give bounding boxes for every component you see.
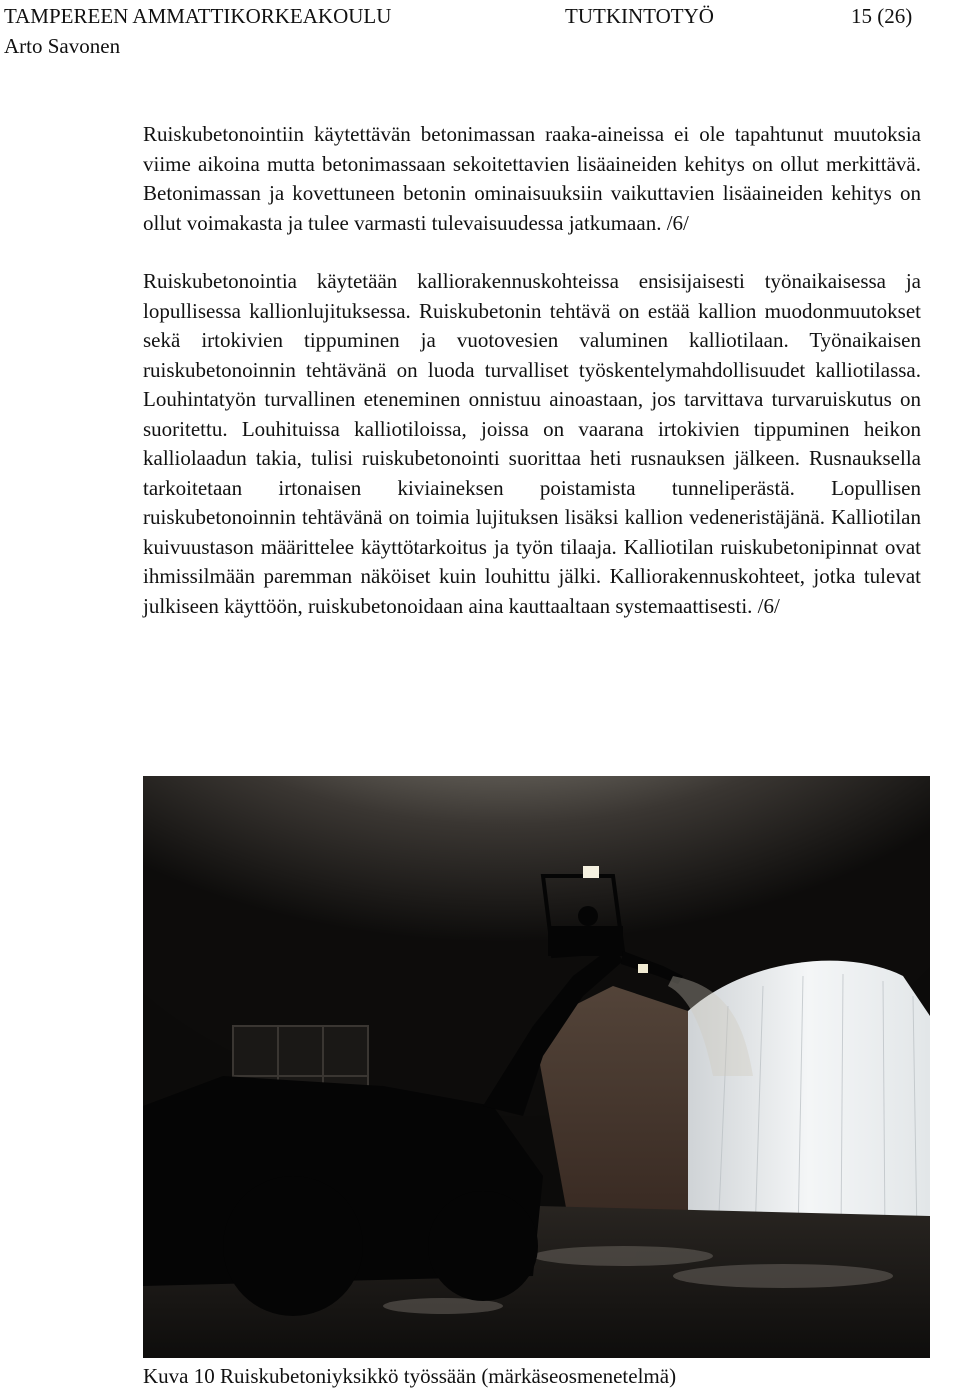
page-number: 15 (26) bbox=[851, 4, 913, 28]
tunnel-photo bbox=[143, 776, 930, 1358]
document-type: TUTKINTOTYÖ bbox=[565, 4, 714, 28]
paragraph-1: Ruiskubetonointiin käytettävän betonimassan raaka-aineissa ei ole tapahtunut muutoksia viime aikoina mutta betonimassaan sekoitettavien lisäaineiden kehitys on ollut merkittävä. Betonimassan ja kovettuneen betonin ominaisuuksiin vaikuttavien lisäaineiden kehitys on ollut voimakasta ja tulee varmasti tulevaisuudessa jatkumaan. /6/ bbox=[143, 122, 921, 235]
author-name: Arto Savonen bbox=[4, 34, 121, 58]
institution-name: TAMPEREEN AMMATTIKORKEAKOULU bbox=[4, 4, 392, 28]
paragraph-2: Ruiskubetonointia käytetään kalliorakennuskohteissa ensisijaisesti työnaikaisessa ja lopullisessa kallionlujituksessa. Ruiskubetonin tehtävä on estää kallion muodonmuutokset sekä irtokivien tippuminen ja vuotovesien valuminen kalliotilaan. Työnaikaisen ruiskubetonoinnin tehtävänä on luoda turvalliset työskentelymahdollisuudet kalliotilassa. Louhintatyön turvallinen eteneminen onnistuu ainoastaan, jos tarvittava turvaruiskutus on suoritettu. Louhituissa kalliotiloissa, joissa on vaarana irtokivien tippuminen heikon kalliolaadun takia, tulisi ruiskubetonointi suorittaa heti rusnauksen jälkeen. Rusnauksella tarkoitetaan irtonaisen kiviaineksen poistamista tunneliperästä. Lopullisen ruiskubetonoinnin tehtävänä on toimia lujituksen lisäksi kallion vedeneristäjänä. Kalliotilan kuivuustason määrittelee käyttötarkoitus ja työn tilaaja. Kalliotilan ruiskubetonipinnat ovat ihmissilmään paremman näköiset kuin louhittu jälki. Kalliorakennuskohteet, jotka tulevat julkiseen käyttöön, ruiskubetonoidaan aina kauttaaltaan systemaattisesti. /6/ bbox=[143, 269, 921, 618]
body-text bbox=[143, 120, 921, 650]
figure-caption: Kuva 10 Ruiskubetoniyksikkö työssään (märkäseosmenetelmä) bbox=[143, 1364, 677, 1388]
